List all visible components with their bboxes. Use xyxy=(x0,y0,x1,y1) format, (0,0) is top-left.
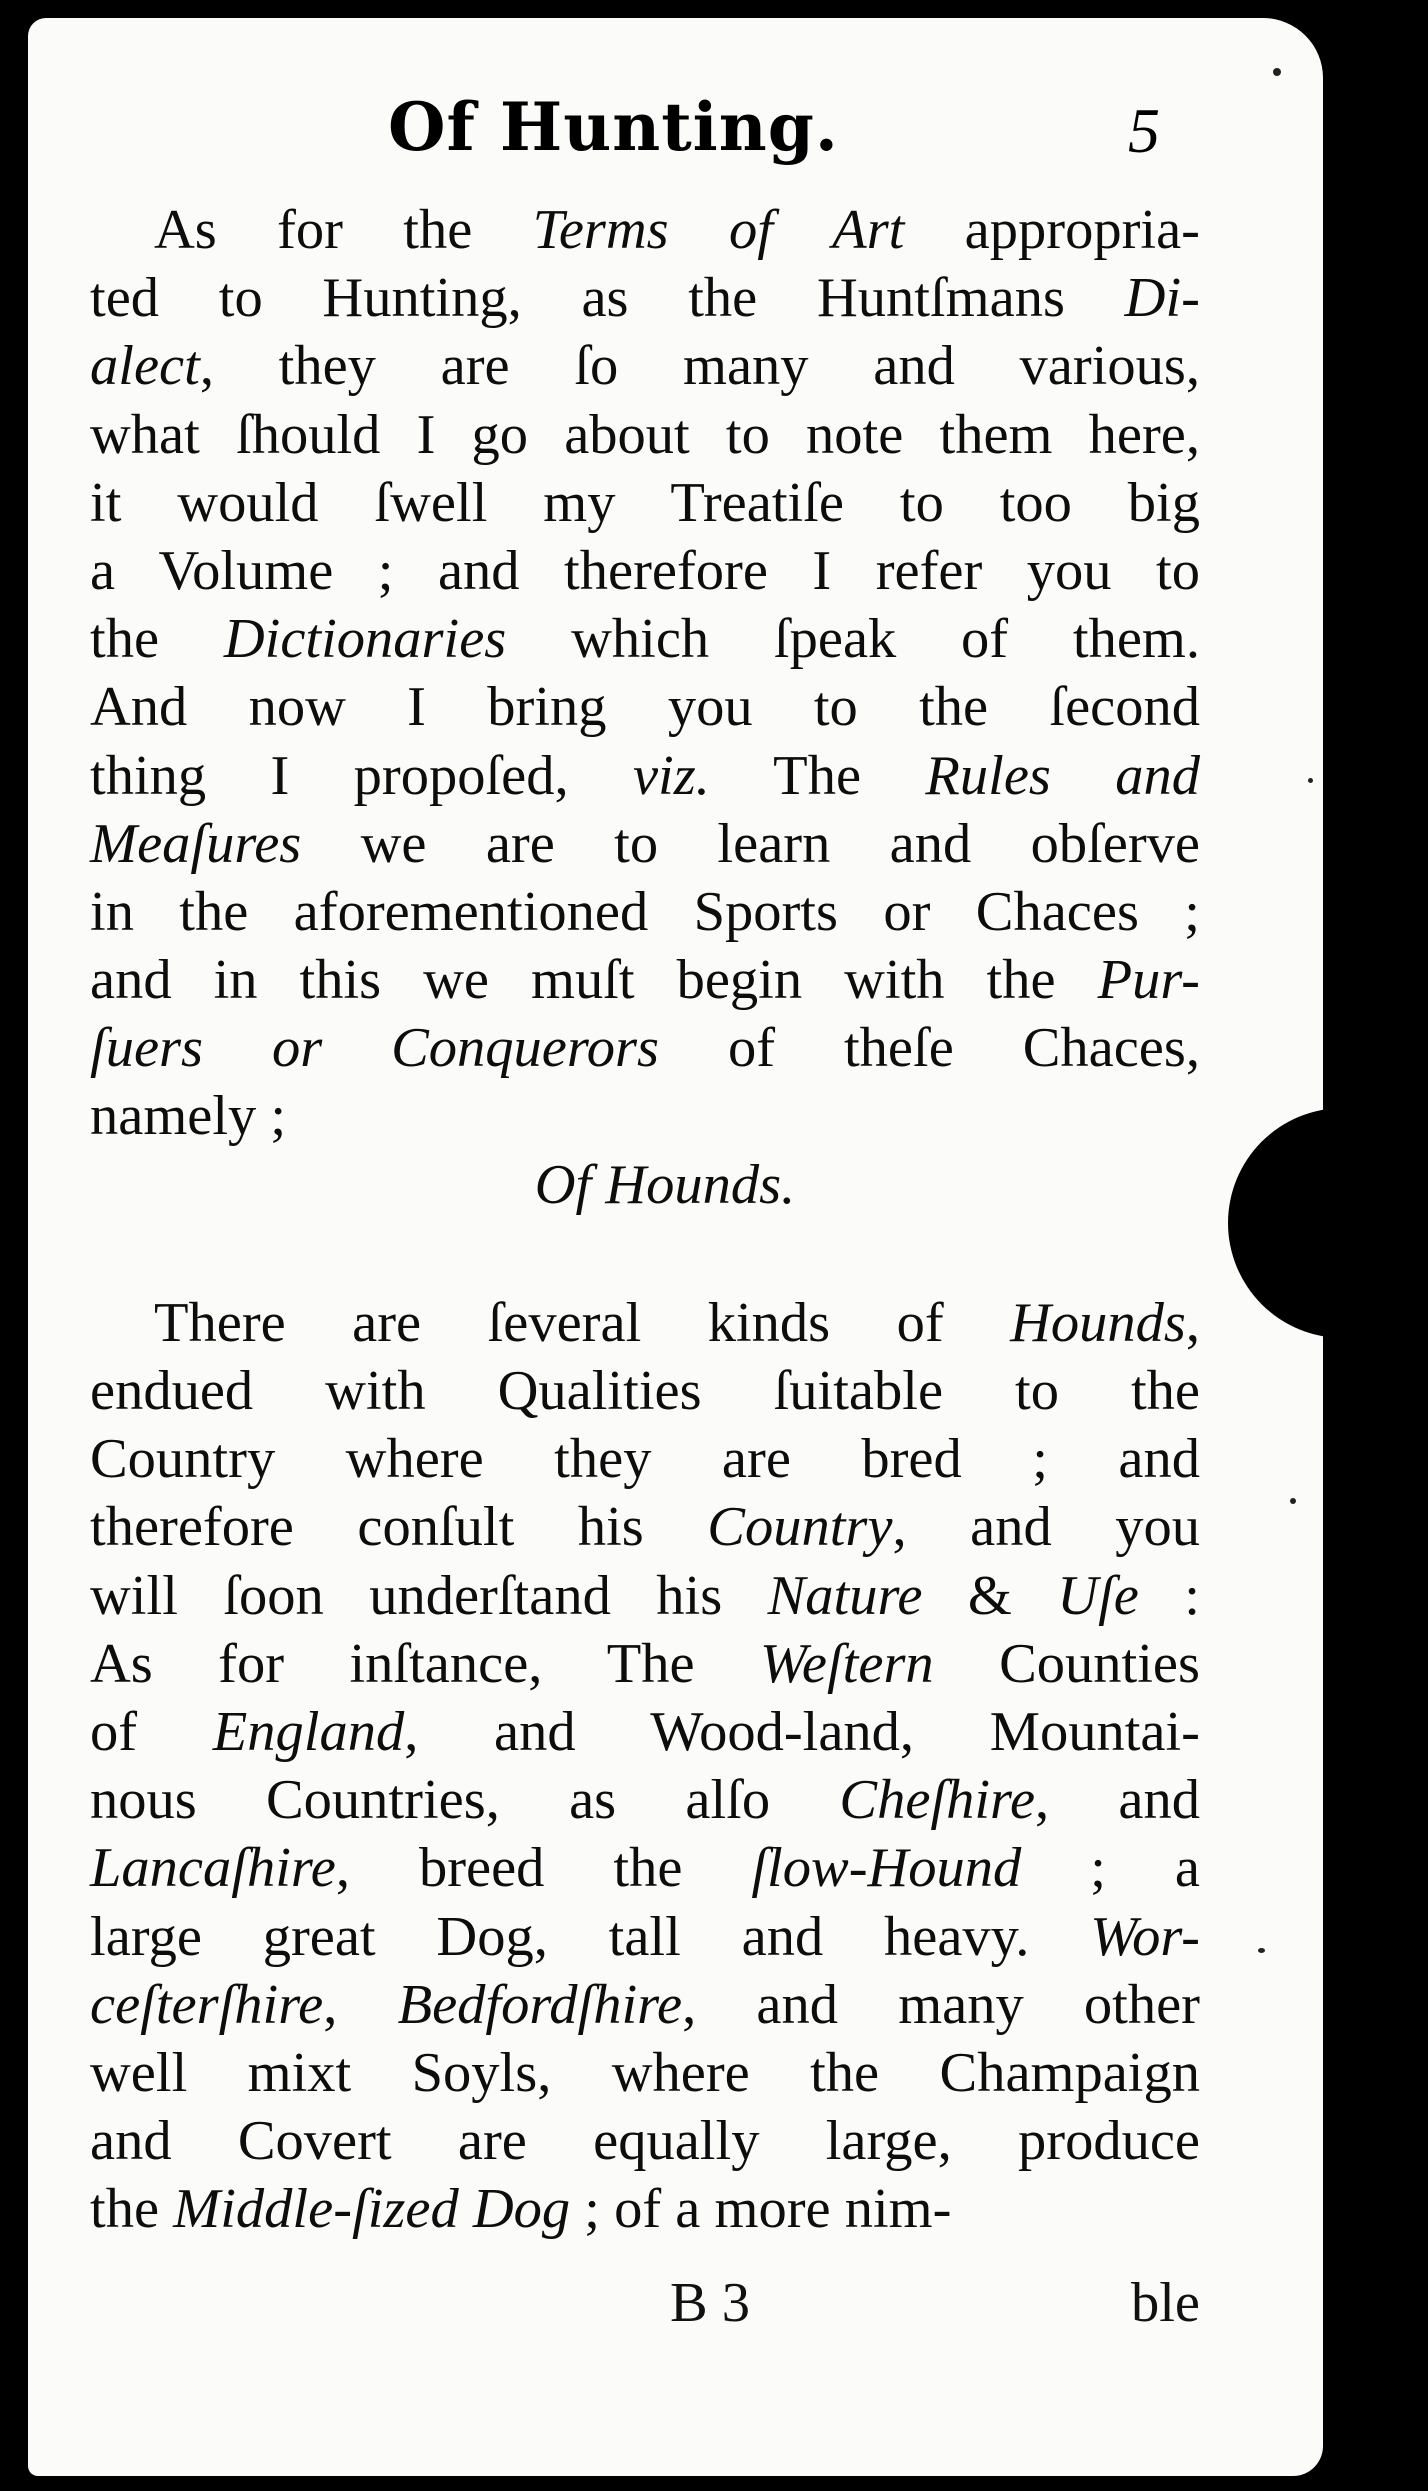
text-line xyxy=(90,1971,1200,2039)
text-run: , xyxy=(323,1973,398,2036)
italic-text: Meaſures xyxy=(90,812,302,875)
text-run: ; of a more nim- xyxy=(570,2178,952,2241)
text-run: , and xyxy=(1035,1769,1200,1832)
text-run: , and many other xyxy=(682,1973,1201,2036)
text-line xyxy=(90,537,1200,605)
text-run: , breed the xyxy=(335,1837,752,1900)
italic-text: ſlow-Hound xyxy=(751,1837,1022,1900)
text-line xyxy=(90,1630,1200,1698)
text-run: it would ſwell my Treatiſe to too big xyxy=(90,471,1200,534)
text-run: thing I propoſed, xyxy=(90,744,633,807)
signature-mark: B 3 xyxy=(670,2272,751,2334)
catchword: ble xyxy=(1130,2272,1200,2334)
text-run: Counties xyxy=(933,1632,1200,1695)
text-run: The xyxy=(709,744,926,807)
italic-text: Rules and xyxy=(925,744,1200,807)
text-run: As for inſtance, The xyxy=(90,1632,761,1695)
text-line xyxy=(90,1357,1200,1425)
text-line xyxy=(90,878,1200,946)
scan-speck xyxy=(1290,1498,1296,1504)
scan-speck xyxy=(1258,1948,1265,1953)
italic-text: viz. xyxy=(632,744,710,807)
italic-text: Weſtern xyxy=(760,1632,934,1695)
text-line xyxy=(90,2039,1200,2107)
italic-text: Uſe xyxy=(1057,1564,1139,1627)
page-edge-tab xyxy=(1228,1108,1323,1338)
text-line xyxy=(90,401,1200,469)
text-run: , and Wood-land, Mountai- xyxy=(404,1700,1200,1763)
text-run: we are to learn and obſerve xyxy=(301,812,1200,875)
body-text xyxy=(90,196,1200,2243)
italic-text: Wor- xyxy=(1090,1905,1200,1968)
italic-text: Bedfordſhire xyxy=(397,1973,683,2036)
scan-left-edge xyxy=(0,0,30,2491)
text-run: namely ; xyxy=(90,1085,287,1148)
text-run: appropria- xyxy=(904,199,1200,261)
italic-text: Hounds xyxy=(1010,1291,1186,1354)
text-run: of xyxy=(90,1700,213,1763)
text-run: will ſoon underſtand his xyxy=(90,1564,768,1627)
text-line xyxy=(90,1493,1200,1561)
paragraph-terms-of-art xyxy=(90,196,1200,1151)
italic-text: ſuers or Conquerors xyxy=(90,1017,660,1080)
italic-text: Lancaſhire xyxy=(90,1837,336,1900)
italic-text: Dictionaries xyxy=(223,608,507,671)
text-run: well mixt Soyls, where the Champaign xyxy=(90,2041,1200,2104)
text-line xyxy=(90,810,1200,878)
text-run: As for the xyxy=(154,199,533,261)
text-run: : xyxy=(1138,1564,1200,1627)
italic-text: ceſterſhire xyxy=(90,1973,324,2036)
text-line xyxy=(90,1562,1200,1630)
text-line xyxy=(90,1082,1200,1150)
italic-text: Pur- xyxy=(1097,949,1200,1012)
text-line xyxy=(90,469,1200,537)
text-run: of theſe Chaces, xyxy=(659,1017,1200,1080)
book-page xyxy=(28,18,1323,2476)
text-line xyxy=(90,1766,1200,1834)
text-run: There are ſeveral kinds of xyxy=(154,1291,1011,1354)
text-line xyxy=(90,2175,1200,2243)
text-line xyxy=(90,264,1200,332)
text-run: the xyxy=(90,608,224,671)
text-line xyxy=(90,1425,1200,1493)
text-run: therefore conſult his xyxy=(90,1496,708,1559)
text-line xyxy=(90,742,1200,810)
italic-text: Terms of Art xyxy=(532,199,905,261)
text-run: endued with Qualities ſuitable to the xyxy=(90,1360,1200,1422)
italic-text: Cheſhire xyxy=(839,1769,1036,1832)
text-run: Country where they are bred ; and xyxy=(90,1428,1200,1491)
running-head xyxy=(28,88,1323,178)
text-line xyxy=(90,673,1200,741)
text-line xyxy=(90,2107,1200,2175)
text-line xyxy=(90,1834,1200,1902)
italic-text: Country xyxy=(707,1496,893,1559)
text-run: in the aforementioned Sports or Chaces ; xyxy=(90,880,1200,943)
text-run: ; a xyxy=(1021,1837,1200,1900)
text-line xyxy=(90,196,1200,264)
text-line xyxy=(90,332,1200,400)
page-footer xyxy=(90,2271,1200,2341)
book-binding xyxy=(1308,0,1428,2491)
text-line xyxy=(90,1014,1200,1082)
text-run: , they are ſo many and various, xyxy=(199,335,1200,398)
text-run: nous Countries, as alſo xyxy=(90,1769,840,1832)
text-run: , xyxy=(1185,1291,1200,1354)
text-line xyxy=(90,946,1200,1014)
scan-speck xyxy=(1308,778,1313,783)
text-run: what ſhould I go about to note them here, xyxy=(90,403,1200,466)
italic-text: Di- xyxy=(1124,267,1200,330)
text-run: the xyxy=(90,2178,174,2241)
text-run: a Volume ; and therefore I refer you to xyxy=(90,539,1200,602)
paragraph-hounds xyxy=(90,1289,1200,2244)
italic-text: Middle-ſized Dog xyxy=(173,2178,571,2241)
text-run: ted to Hunting, as the Huntſmans xyxy=(90,267,1125,330)
text-run: and in this we muſt begin with the xyxy=(90,949,1098,1012)
text-line xyxy=(90,1903,1200,1971)
text-line xyxy=(90,1289,1200,1357)
page-number: 5 xyxy=(1128,95,1160,166)
section-heading: Of Hounds. xyxy=(534,1153,796,1216)
text-line xyxy=(90,1698,1200,1766)
scan-speck xyxy=(1273,68,1281,76)
text-run: And now I bring you to the ſecond xyxy=(90,676,1200,739)
text-run: which ſpeak of them. xyxy=(506,608,1201,671)
text-run: and Covert are equally large, produce xyxy=(90,2110,1200,2173)
text-run: , and you xyxy=(892,1496,1200,1559)
italic-text: Nature xyxy=(767,1564,923,1627)
text-run: large great Dog, tall and heavy. xyxy=(90,1905,1091,1968)
italic-text: England xyxy=(212,1700,405,1763)
text-run: & xyxy=(922,1564,1058,1627)
running-head-title: Of Hunting. xyxy=(388,88,839,166)
italic-text: alect xyxy=(90,335,200,398)
text-line xyxy=(90,605,1200,673)
